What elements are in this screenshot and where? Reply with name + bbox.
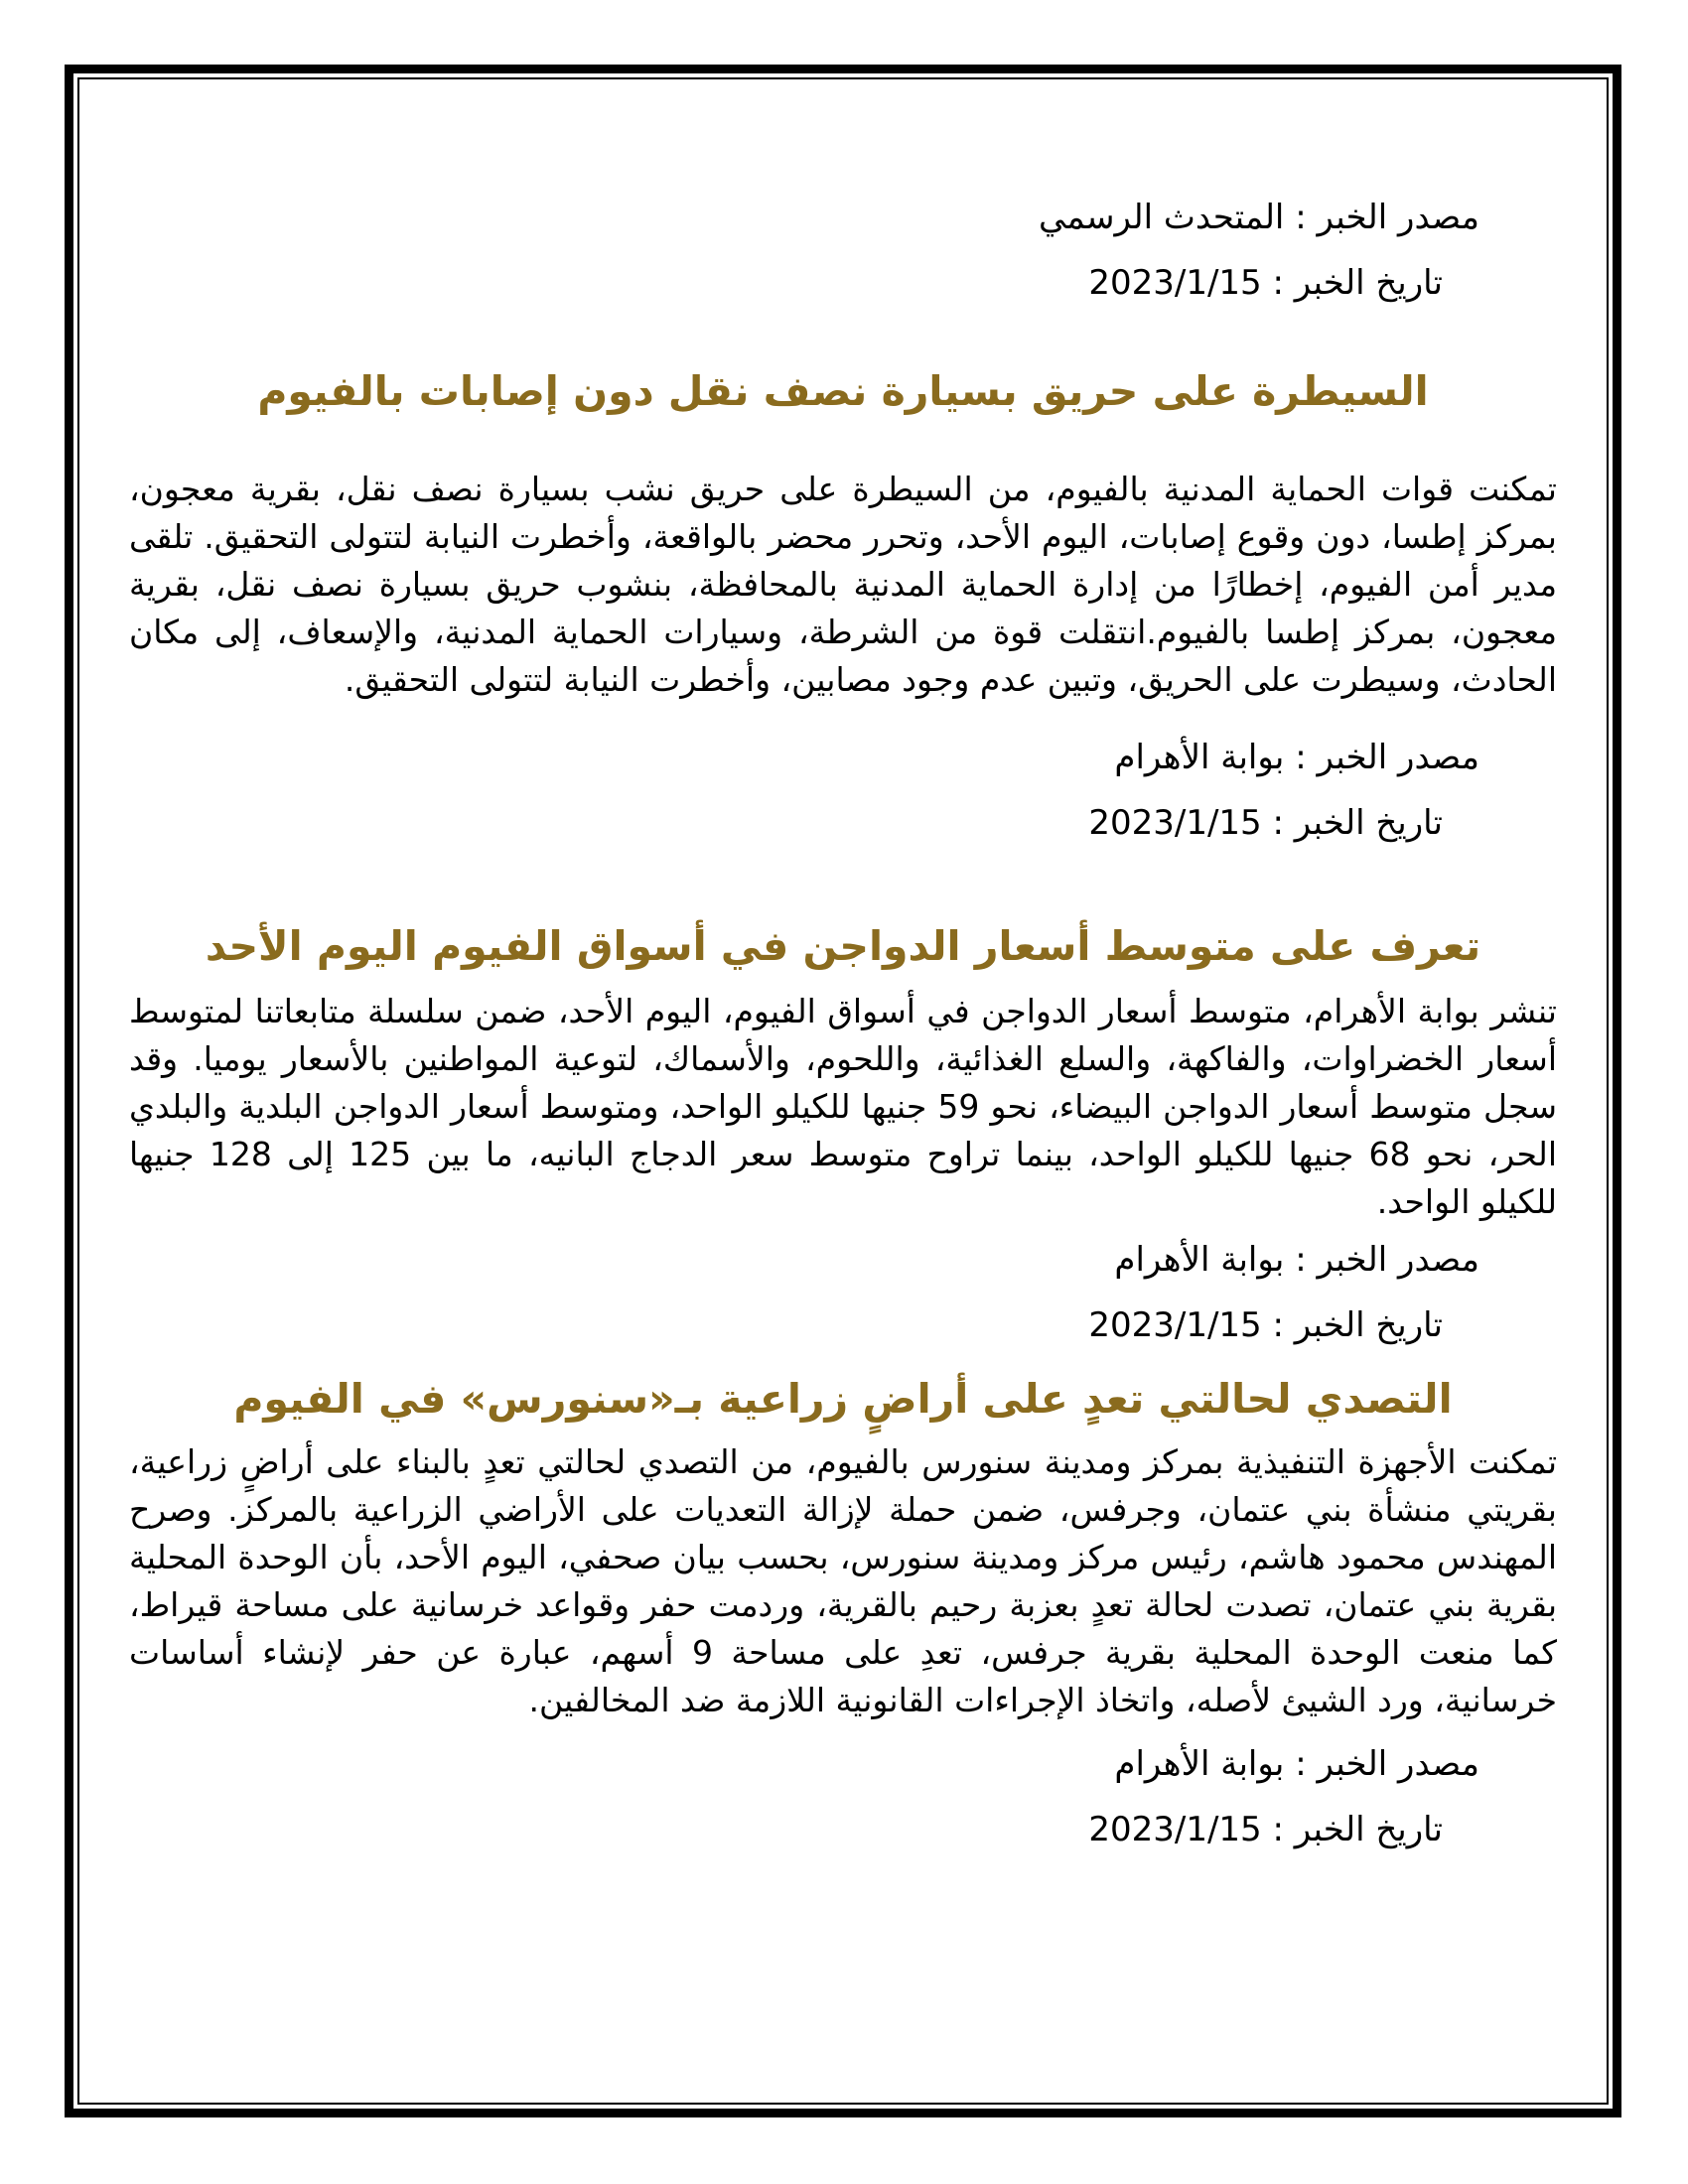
news-date-line: تاريخ الخبر : 2023/1/15: [1088, 803, 1443, 843]
article-body: تمكنت الأجهزة التنفيذية بمركز ومدينة سنورس بالفيوم، من التصدي لحالتي تعدٍ بالبناء على أراضٍ زراعية، بقريتي منشأة بني عتمان، وجرفس، ضمن حملة لإزالة التعديات على الأراضي الزراعية بالمركز. وصرح المهندس محمود هاشم، رئيس مركز ومدينة سنورس، بحسب بيان صحفي، اليوم الأحد، بأن الوحدة المحلية بقرية بني عتمان، تصدت لحالة تعدٍ بعزبة رحيم بالقرية، وردمت حفر وقواعد خرسانية على مساحة قيراط، كما منعت الوحدة المحلية بقرية جرفس، تعدِ على مساحة 9 أسهم، عبارة عن حفر لإنشاء أساسات خرسانية، ورد الشيئ لأصله، واتخاذ الإجراءات القانونية اللازمة ضد المخالفين.: [129, 1442, 1557, 1719]
news-source-line: مصدر الخبر : بوابة الأهرام: [1114, 1744, 1479, 1784]
news-source-line: مصدر الخبر : بوابة الأهرام: [1114, 738, 1479, 777]
article-body: تمكنت قوات الحماية المدنية بالفيوم، من السيطرة على حريق نشب بسيارة نصف نقل، بقرية معجون، بمركز إطسا، دون وقوع إصابات، اليوم الأحد، وتحرر محضر بالواقعة، وأخطرت النيابة لتتولى التحقيق. تلقى مدير أمن الفيوم، إخطارًا من إدارة الحماية المدنية بالمحافظة، بنشوب حريق بسيارة نصف نقل، بقرية معجون، بمركز إطسا بالفيوم.انتقلت قوة من الشرطة، وسيارات الحماية المدنية، والإسعاف، إلى مكان الحادث، وسيطرت على الحريق، وتبين عدم وجود مصابين، وأخطرت النيابة لتتولى التحقيق.: [129, 470, 1557, 699]
news-source-line: مصدر الخبر : بوابة الأهرام: [1114, 1240, 1479, 1280]
document-content: [79, 79, 1607, 2103]
article-headline: التصدي لحالتي تعدٍ على أراضٍ زراعية بـ«سنورس» في الفيوم: [233, 1375, 1453, 1423]
article-body: تنشر بوابة الأهرام، متوسط أسعار الدواجن في أسواق الفيوم، اليوم الأحد، ضمن سلسلة متابعاتنا لمتوسط أسعار الخضراوات، والفاكهة، والسلع الغذائية، واللحوم، والأسماك، لتوعية المواطنين بالأسعار يوميا. وقد سجل متوسط أسعار الدواجن البيضاء، نحو 59 جنيها للكيلو الواحد، ومتوسط أسعار الدواجن البلدية والبلدي الحر، نحو 68 جنيها للكيلو الواحد، بينما تراوح متوسط سعر الدجاج البانيه، ما بين 125 إلى 128 جنيها للكيلو الواحد.: [129, 992, 1558, 1221]
article-headline: تعرف على متوسط أسعار الدواجن في أسواق الفيوم اليوم الأحد: [205, 922, 1481, 970]
header-meta-block: [129, 194, 1557, 307]
footer-meta-block: [129, 1236, 1557, 1349]
article-headline: السيطرة على حريق بسيارة نصف نقل دون إصابات بالفيوم: [257, 367, 1429, 415]
news-date-line: تاريخ الخبر : 2023/1/15: [1088, 1305, 1443, 1345]
footer-meta-block: [129, 1740, 1557, 1853]
news-date-line: تاريخ الخبر : 2023/1/15: [1088, 263, 1443, 303]
footer-meta-block: [129, 734, 1557, 847]
news-date-line: تاريخ الخبر : 2023/1/15: [1088, 1810, 1443, 1849]
news-source-line: مصدر الخبر : المتحدث الرسمي: [1039, 198, 1479, 237]
